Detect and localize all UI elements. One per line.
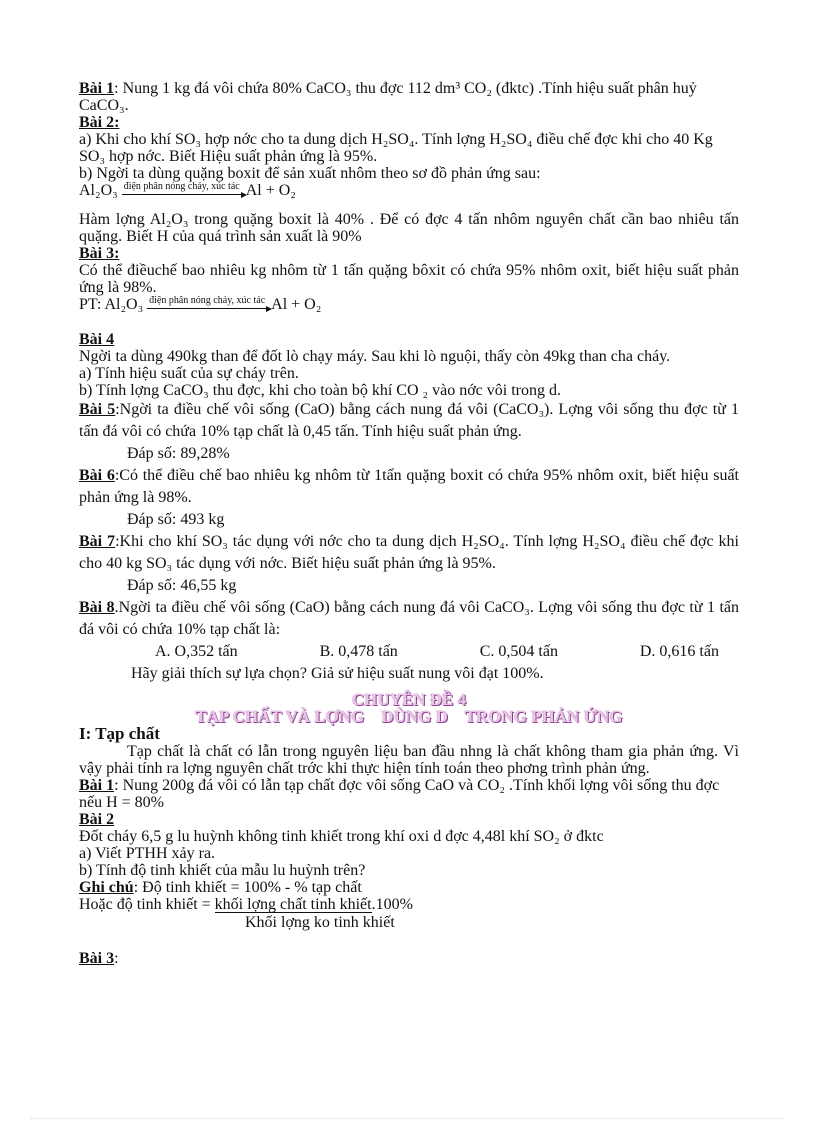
exercise-4-part-a: a) Tính hiệu suất của sự cháy trên. <box>79 365 299 382</box>
exercise-5 <box>79 399 739 443</box>
formula-denominator: Khối lợng ko tinh khiết <box>245 914 395 931</box>
section-exercise-2-part-b: b) Tính độ tinh khiết của mẫu lu huỳnh trên? <box>79 862 366 879</box>
exercise-5-text: :Ngời ta điều chế vôi sống (CaO) bằng cách nung đá vôi (CaCO₃). Lợng vôi sống thu đợc từ 1 tấn đá vôi có chứa 10% tạp chất là 0,45 tấn. Tính hiệu suất phản ứng. <box>79 401 740 440</box>
section-exercise-2-label: Bài 2 <box>79 811 115 828</box>
exercise-6-text: :Có thể điều chế bao nhiêu kg nhôm từ 1tấn quặng boxit có chứa 95% nhôm oxit, biết hiệu suất phản ứng là 98%. <box>79 467 739 506</box>
exercise-7-answer: Đáp số: 46,55 kg <box>127 577 237 594</box>
section-exercise-2-part-a: a) Viết PTHH xảy ra. <box>79 845 216 862</box>
exercise-3-label-line <box>79 245 739 262</box>
reaction-arrow-icon <box>147 296 267 313</box>
exercise-8-choices <box>79 641 739 663</box>
exercise-6-label: Bài 6 <box>79 467 115 484</box>
reaction-condition: điện phân nóng chảy, xúc tác <box>123 181 240 192</box>
equation-left: PT: Al₂O₃ <box>79 296 144 313</box>
document-page <box>79 80 739 967</box>
note-line <box>79 879 739 896</box>
section-exercise-2-text: Đốt cháy 6,5 g lu huỳnh không tinh khiết trong khí oxi d đợc 4,48l khí SO₂ ở đktc <box>79 828 604 845</box>
exercise-2-label-line <box>79 114 739 131</box>
topic-title: TẠP CHẤT VÀ LỢNG DÙNG D TRONG PHẢN ỨNG <box>195 707 623 726</box>
formula-suffix: .100% <box>371 896 413 913</box>
exercise-8 <box>79 597 739 641</box>
exercise-1 <box>79 80 739 114</box>
section-exercise-1 <box>79 777 739 811</box>
exercise-6 <box>79 465 739 509</box>
section-exercise-2-label-line <box>79 811 739 828</box>
page-bottom-divider <box>30 1118 786 1119</box>
section-exercise-3-text: : <box>114 950 119 967</box>
exercise-3-label: Bài 3: <box>79 245 120 262</box>
exercise-4-label-line <box>79 331 739 348</box>
equation-right: Al + O₂ <box>245 182 296 199</box>
exercise-4-text: Ngời ta dùng 490kg than để đốt lò chạy máy. Sau khi lò nguội, thấy còn 49kg than cha cháy. <box>79 348 671 365</box>
section-exercise-3 <box>79 950 739 967</box>
exercise-2-part-a: a) Khi cho khí SO₃ hợp nớc cho ta dung dịch H₂SO₄. Tính lợng H₂SO₄ điều chế đợc khi cho 40 Kg SO₃ hợp nớc. Biết Hiệu suất phản ứng là 95%. <box>79 131 713 165</box>
exercise-7-text: :Khi cho khí SO₃ tác dụng với nớc cho ta dung dịch H₂SO₄. Tính lợng H₂SO₄ điều chế đợc khi cho 40 kg SO₃ tác dụng với nớc. Biết hiệu suất phản ứng là 95%. <box>79 533 739 572</box>
choice-c: C. 0,504 tấn <box>479 643 558 660</box>
section-exercise-3-label: Bài 3 <box>79 950 115 967</box>
exercise-8-label: Bài 8 <box>79 599 115 616</box>
equation-left: Al₂O₃ <box>79 182 118 199</box>
choice-a: A. O,352 tấn <box>155 643 238 660</box>
section-exercise-1-label: Bài 1 <box>79 777 115 794</box>
equation-right: Al + O₂ <box>271 296 322 313</box>
exercise-4-label: Bài 4 <box>79 331 115 348</box>
section-paragraph: Tạp chất là chất có lẫn trong nguyên liệu ban đầu nhng là chất không tham gia phản ứng. Vì vậy phải tính ra lợng nguyên chất trớc khi thực hiện tính toán theo phơng trình phản ứng. <box>79 743 739 777</box>
exercise-2-label: Bài 2: <box>79 114 120 131</box>
note-label: Ghi chú <box>79 879 134 896</box>
exercise-7-label: Bài 7 <box>79 533 116 550</box>
formula-numerator: khối lợng chất tinh khiết <box>214 896 372 913</box>
reaction-arrow-icon <box>122 182 242 199</box>
exercise-8-text: .Ngời ta điều chế vôi sống (CaO) bằng cách nung đá vôi CaCO₃. Lợng vôi sống thu đợc từ 1 tấn đá vôi có chứa 10% tạp chất là: <box>79 599 739 638</box>
section-exercise-1-text: : Nung 200g đá vôi có lẫn tạp chất đợc vôi sống CaO và CO₂ .Tính khối lợng vôi sống thu đợc nếu H = 80% <box>79 777 720 811</box>
exercise-5-label: Bài 5 <box>79 401 116 418</box>
exercise-2-equation <box>79 182 739 199</box>
exercise-3-text: Có thể điềuchế bao nhiêu kg nhôm từ 1 tấn quặng bôxit có chứa 95% nhôm oxit, biết hiệu suất phản ứng là 98%. <box>79 262 739 296</box>
exercise-1-label: Bài 1 <box>79 80 115 97</box>
exercise-4-part-b: b) Tính lợng CaCO₃ thu đợc, khi cho toàn bộ khí CO ₂ vào nớc vôi trong d. <box>79 382 561 399</box>
exercise-1-text: : Nung 1 kg đá vôi chứa 80% CaCO₃ thu đợc 112 dm³ CO₂ (đktc) .Tính hiệu suất phân huỷ CaCO₃. <box>79 80 697 114</box>
exercise-2-text2: Hàm lợng Al₂O₃ trong quặng boxit là 40% . Để có đợc 4 tấn nhôm nguyên chất cần bao nhiêu tấn quặng. Biết H của quá trình sản xuất là 90% <box>79 211 739 245</box>
choice-b: B. 0,478 tấn <box>319 643 398 660</box>
exercise-2-part-b: b) Ngời ta dùng quặng boxit để sản xuất nhôm theo sơ đồ phản ứng sau: <box>79 165 541 182</box>
formula-prefix: Hoặc độ tinh khiết = <box>79 896 215 913</box>
topic-number-title: CHUYÊN ĐỀ 4 <box>351 690 467 709</box>
note-text: : Độ tinh khiết = 100% - % tạp chất <box>133 879 362 896</box>
purity-formula <box>79 896 739 913</box>
section-heading: I: Tạp chất <box>79 724 160 743</box>
exercise-8-note: Hãy giải thích sự lựa chọn? Giả sử hiệu suất nung vôi đạt 100%. <box>131 665 544 682</box>
exercise-6-answer: Đáp số: 493 kg <box>127 511 225 528</box>
exercise-5-answer: Đáp số: 89,28% <box>127 445 230 462</box>
exercise-3-equation <box>79 296 739 313</box>
reaction-condition: điện phân nóng chảy, xúc tác <box>149 295 266 306</box>
exercise-7 <box>79 531 739 575</box>
choice-d: D. 0,616 tấn <box>639 643 719 660</box>
